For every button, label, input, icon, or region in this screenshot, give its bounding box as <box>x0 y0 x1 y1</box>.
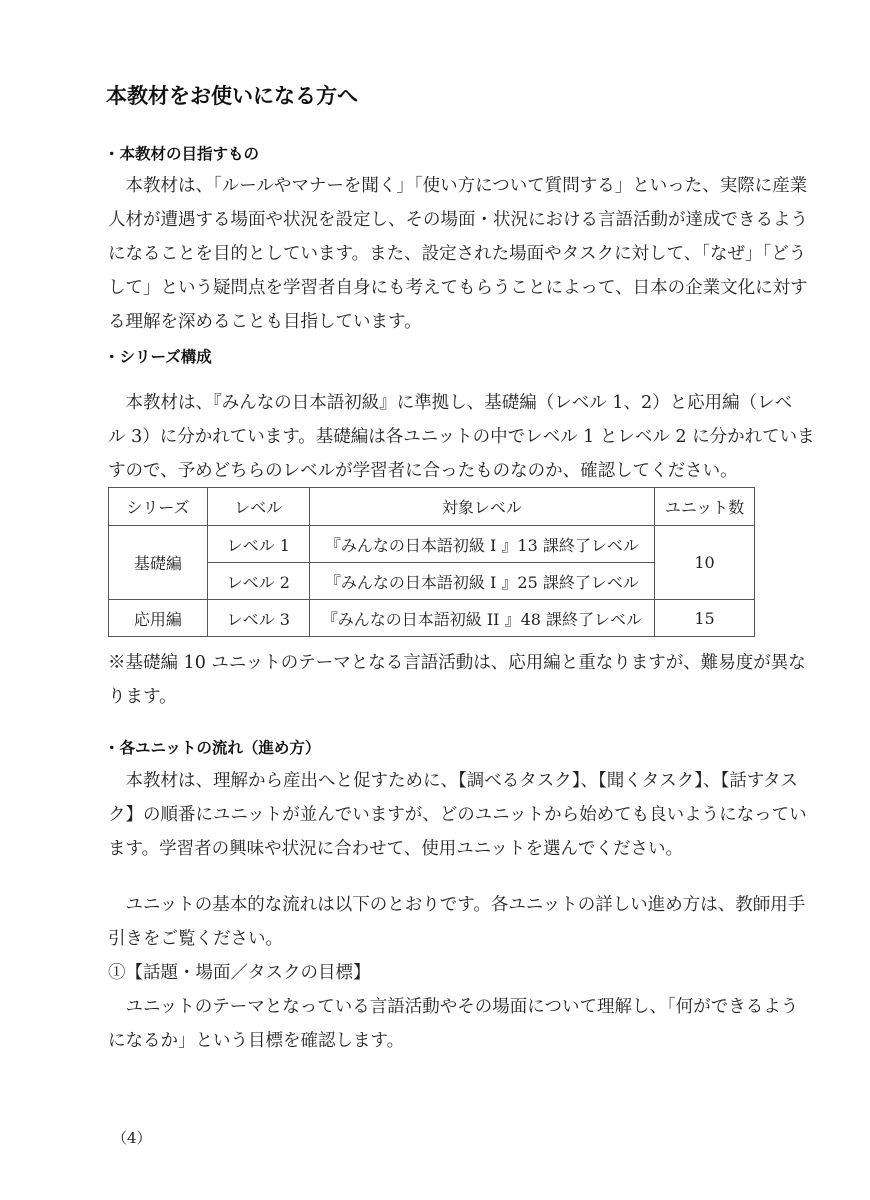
text-line: ります。 <box>108 687 177 707</box>
text-line: になることを目的としています。また、設定された場面やタスクに対して、「なぜ」「どう <box>108 244 807 264</box>
header-target: 対象レベル <box>309 488 654 526</box>
paragraph-flow <box>108 764 807 866</box>
header-series: シリーズ <box>109 488 208 526</box>
paragraph-flow-basic <box>108 888 806 1058</box>
text-line: ル 3）に分かれています。基礎編は各ユニットの中でレベル 1 とレベル 2 に分かれていま <box>108 427 815 447</box>
text-line: 本教材は、『みんなの日本語初級』に準拠し、基礎編（レベル 1、2）と応用編（レベ <box>108 393 793 413</box>
cell-target: 『みんなの日本語初級 I 』13 課終了レベル <box>309 526 654 563</box>
text-line: すので、予めどちらのレベルが学習者に合ったものなのか、確認してください。 <box>108 461 738 481</box>
step-heading: ①【話題・場面／タスクの目標】 <box>108 963 371 983</box>
cell-level: レベル 2 <box>207 563 309 600</box>
text-line: 本教材は、理解から産出へと促すために、【調べるタスク】、【聞くタスク】、【話すタス <box>108 771 799 791</box>
text-line: 本教材は、「ルールやマナーを聞く」「使い方について質問する」といった、実際に産業 <box>108 176 808 196</box>
text-line: ク】の順番にユニットが並んでいますが、どのユニットから始めても良いようになってい <box>108 805 807 825</box>
text-line: ユニットの基本的な流れは以下のとおりです。各ユニットの詳しい進め方は、教師用手 <box>108 895 806 915</box>
series-table <box>108 487 755 637</box>
cell-units: 15 <box>655 600 755 637</box>
page-number: （4） <box>112 1129 152 1147</box>
cell-units: 10 <box>655 526 755 600</box>
cell-series: 応用編 <box>109 600 208 637</box>
page-title: 本教材をお使いになる方へ <box>106 84 358 108</box>
text-line: ます。学習者の興味や状況に合わせて、使用ユニットを選んでください。 <box>108 839 684 859</box>
paragraph-series <box>108 386 815 488</box>
text-line: になるか」という目標を確認します。 <box>108 1031 405 1051</box>
table-row <box>109 600 755 637</box>
text-line: ユニットのテーマとなっている言語活動やその場面について理解し、「何ができるよう <box>108 997 799 1017</box>
cell-series: 基礎編 <box>109 526 208 600</box>
header-level: レベル <box>207 488 309 526</box>
text-line: る理解を深めることも目指しています。 <box>108 312 422 332</box>
cell-target: 『みんなの日本語初級 I 』25 課終了レベル <box>309 563 654 600</box>
paragraph-goals <box>108 169 808 339</box>
header-units: ユニット数 <box>655 488 755 526</box>
cell-target: 『みんなの日本語初級 II 』48 課終了レベル <box>309 600 654 637</box>
text-line: 人材が遭遇する場面や状況を設定し、その場面・状況における言語活動が達成できるよう <box>108 210 808 230</box>
text-line: して」という疑問点を学習者自身にも考えてもらうことによって、日本の企業文化に対す <box>108 278 808 298</box>
section-heading-goals: ・本教材の目指すもの <box>104 145 260 163</box>
text-line: ※基礎編 10 ユニットのテーマとなる言語活動は、応用編と重なりますが、難易度が異な <box>108 653 806 673</box>
cell-level: レベル 1 <box>207 526 309 563</box>
section-heading-flow: ・各ユニットの流れ（進め方） <box>104 739 321 757</box>
text-line: 引きをご覧ください。 <box>108 929 283 949</box>
section-heading-series: ・シリーズ構成 <box>104 348 212 366</box>
table-note <box>108 646 806 714</box>
table-row <box>109 526 755 563</box>
cell-level: レベル 3 <box>207 600 309 637</box>
table-header-row <box>109 488 755 526</box>
